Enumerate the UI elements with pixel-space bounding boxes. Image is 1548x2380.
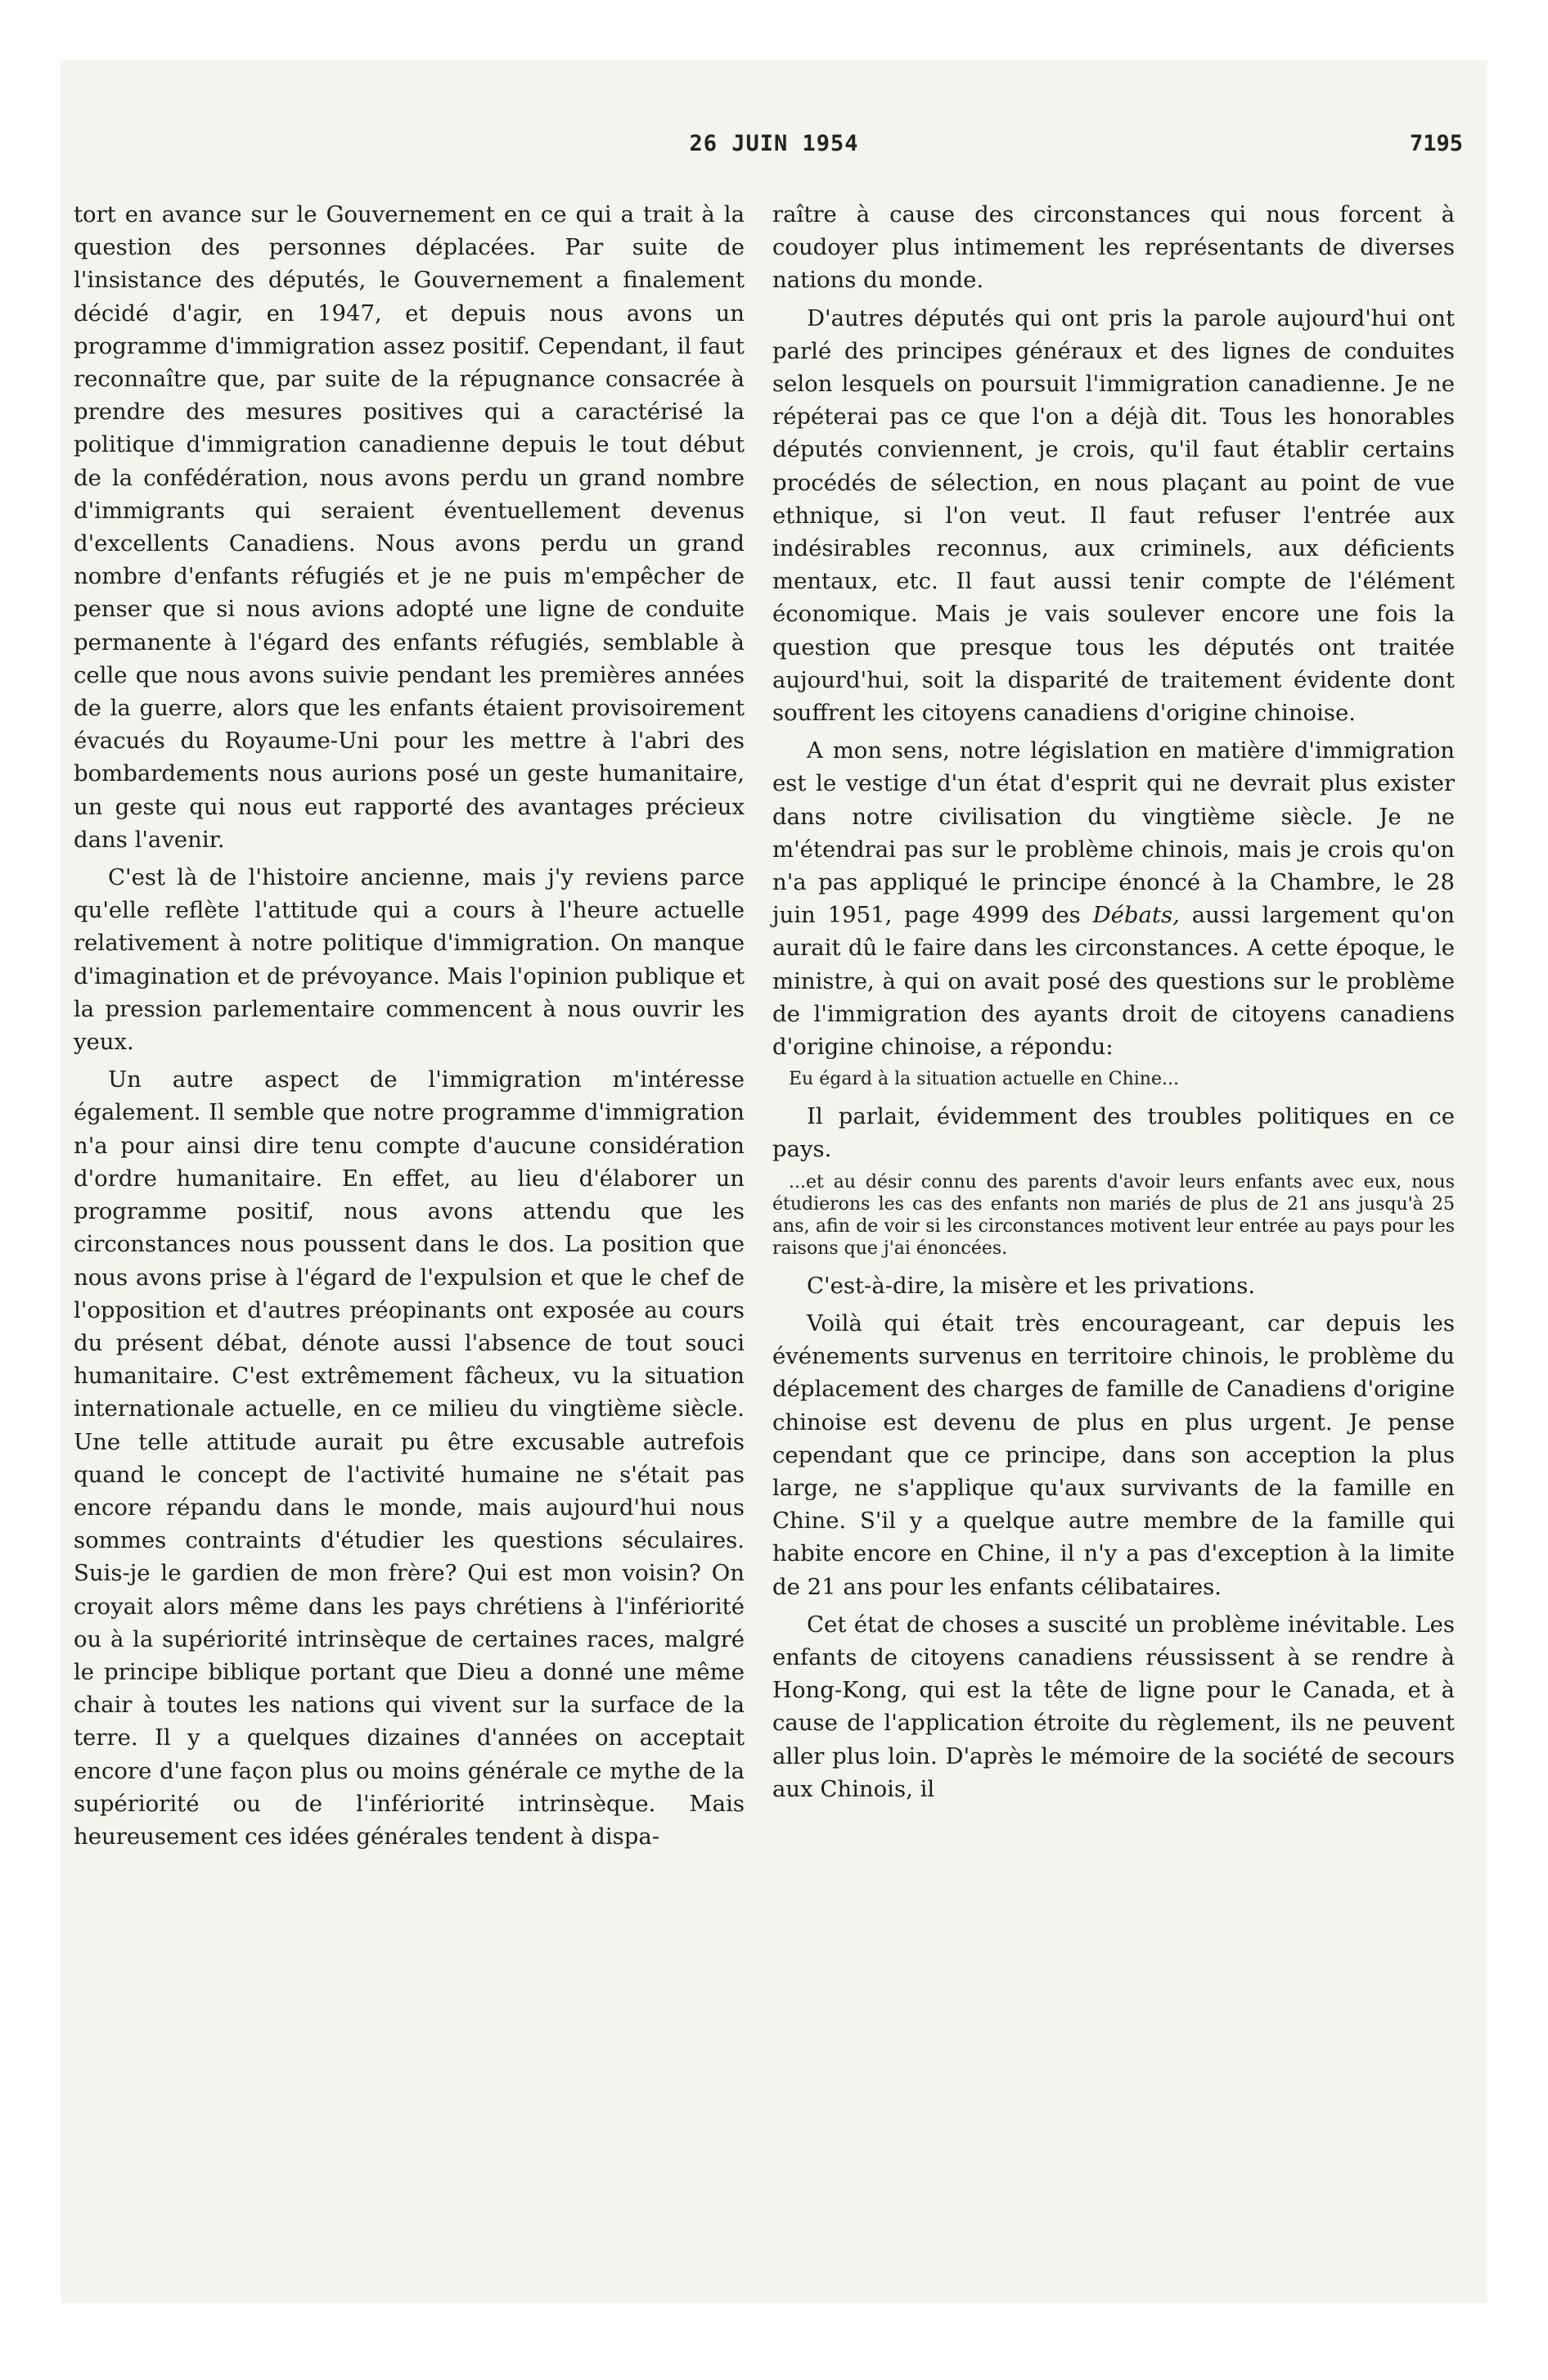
paragraph: tort en avance sur le Gouvernement en ce qui a trait à la question des personnes déplacées. Par suite de l'insistance des députés, le Gouvernement a finalement décidé d'agir, en 1947, et depuis nous avons un programme d'immigration assez positif. Cependant, il faut reconnaître que, par suite de la répugnance consacrée à prendre des mesures positives qui a caractérisé la politique d'immigration canadienne depuis le tout début de la confédération, nous avons perdu un grand nombre d'immigrants qui seraient éventuellement devenus d'excellents Canadiens. Nous avons perdu un grand nombre d'enfants réfugiés et je ne puis m'empêcher de penser que si nous avions adopté une ligne de conduite permanente à l'égard des enfants réfugiés, semblable à celle que nous avons suivie pendant les premières années de la guerre, alors que les enfants étaient provisoirement évacués du Royaume-Uni pour les mettre à l'abri des bombardements nous aurions posé un geste humanitaire, un geste qui nous eut rapporté des avantages précieux dans l'avenir.: [74, 201, 745, 853]
paragraph: Voilà qui était très encourageant, car depuis les événements survenus en territoire chinois, le problème du déplacement des charges de famille de Canadiens d'origine chinoise est devenu de plus en plus urgent. Je pense cependant que ce principe, dans son acception la plus large, ne s'applique qu'aux survivants de la famille en Chine. S'il y a quelque autre membre de la famille qui habite encore en Chine, il n'y a pas d'exception à la limite de 21 ans pour les enfants célibataires.: [772, 1309, 1455, 1600]
paragraph: raître à cause des circonstances qui nous forcent à coudoyer plus intimement les représentants de diverses nations du monde.: [772, 201, 1455, 294]
right-column: [772, 198, 1455, 1810]
block-quote: ...et au désir connu des parents d'avoir leurs enfants avec eux, nous étudierons les cas des enfants non mariés de plus de 21 ans jusqu'à 25 ans, afin de voir si les circonstances motivent leur entrée au pays pour les raisons que j'ai énoncées.: [772, 1171, 1455, 1259]
paragraph-text: aussi largement qu'on aurait dû le faire dans les circonstances. A cette époque, le ministre, à qui on avait posé des questions sur le problème de l'immigration des ayants droit de citoyens canadiens d'origine chinoise, a répondu:: [772, 902, 1455, 1061]
paragraph: Un autre aspect de l'immigration m'intéresse également. Il semble que notre programme d'immigration n'a pour ainsi dire tenu compte d'aucune considération d'ordre humanitaire. En effet, au lieu d'élaborer un programme positif, nous avons attendu que les circonstances nous poussent dans le dos. La position que nous avons prise à l'égard de l'expulsion et que le chef de l'opposition et d'autres préopinants ont exposée au cours du présent débat, dénote aussi l'absence de tout souci humanitaire. C'est extrêmement fâcheux, vu la situation internationale actuelle, en ce milieu du vingtième siècle. Une telle attitude aurait pu être excusable autrefois quand le concept de l'activité humaine ne s'était pas encore répandu dans le monde, mais aujourd'hui nous sommes contraints d'étudier les questions séculaires. Suis-je le gardien de mon frère? Qui est mon voisin? On croyait alors même dans les pays chrétiens à l'infériorité ou à la supériorité intrinsèque de certaines races, malgré le principe biblique portant que Dieu a donné une même chair à toutes les nations qui vivent sur la surface de la terre. Il y a quelques dizaines d'années on acceptait encore d'une façon plus ou moins générale ce mythe de la supériorité ou de l'infériorité intrinsèque. Mais heureusement ces idées générales tendent à dispa-: [74, 1066, 745, 1850]
page-number: 7195: [1409, 131, 1463, 156]
paragraph: [772, 734, 1455, 1063]
paragraph-text: A mon sens, notre législation en matière d'immigration est le vestige d'un état d'esprit qui ne devrait plus exister dans notre civilisation du vingtième siècle. Je ne m'étendrai pas sur le problème chinois, mais je crois qu'on n'a pas appliqué le principe énoncé à la Chambre, le 28 juin 1951, page 4999 des: [772, 737, 1455, 929]
left-column: [74, 198, 745, 1858]
header-date: 26 JUIN 1954: [689, 131, 859, 156]
paragraph: Il parlait, évidemment des troubles politiques en ce pays.: [772, 1103, 1455, 1163]
paragraph: D'autres députés qui ont pris la parole aujourd'hui ont parlé des principes généraux et des lignes de conduites selon lesquels on poursuit l'immigration canadienne. Je ne répéterai pas ce que l'on a déjà dit. Tous les honorables députés conviennent, je crois, qu'il faut établir certains procédés de sélection, en nous plaçant au point de vue ethnique, si l'on veut. Il faut refuser l'entrée aux indésirables reconnus, aux criminels, aux déficients mentaux, etc. Il faut aussi tenir compte de l'élément économique. Mais je vais soulever encore une fois la question que presque tous les députés ont traitée aujourd'hui, soit la disparité de traitement évidente dont souffrent les citoyens canadiens d'origine chinoise.: [772, 304, 1455, 727]
page-header: [61, 131, 1487, 167]
page-sheet: [61, 61, 1487, 2303]
italic-publication-title: Débats,: [1092, 902, 1180, 929]
paragraph: Cet état de choses a suscité un problème inévitable. Les enfants de citoyens canadiens réussissent à se rendre à Hong-Kong, qui est la tête de ligne pour le Canada, et à cause de l'application étroite du règlement, ils ne peuvent aller plus loin. D'après le mémoire de la société de secours aux Chinois, il: [772, 1611, 1455, 1802]
paragraph: C'est-à-dire, la misère et les privations.: [807, 1272, 1256, 1299]
paragraph: C'est là de l'histoire ancienne, mais j'y reviens parce qu'elle reflète l'attitude qui a cours à l'heure actuelle relativement à notre politique d'immigration. On manque d'imagination et de prévoyance. Mais l'opinion publique et la pression parlementaire commencent à nous ouvrir les yeux.: [74, 864, 745, 1056]
block-quote: Eu égard à la situation actuelle en Chine...: [789, 1069, 1179, 1090]
